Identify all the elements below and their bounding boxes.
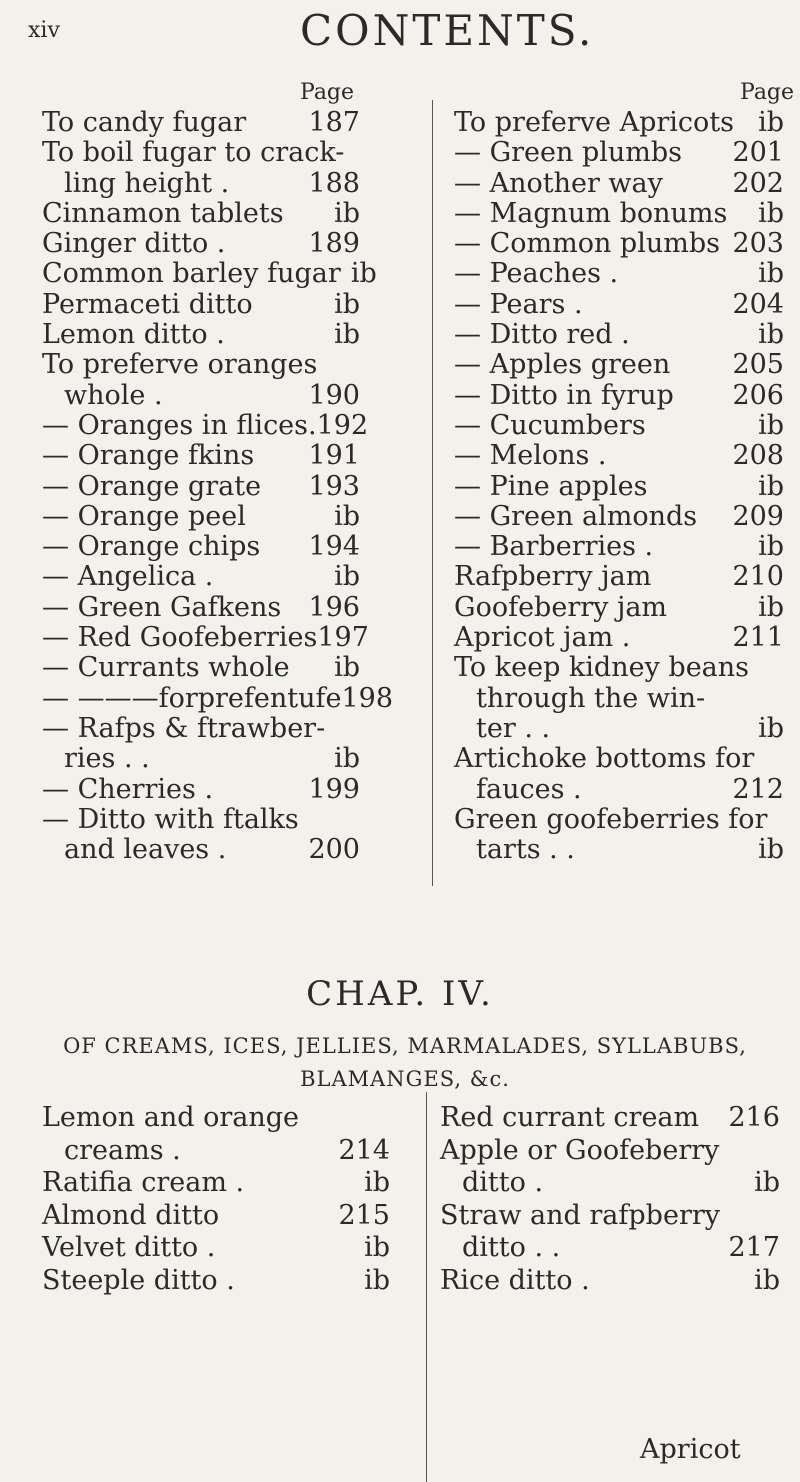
contents-entry [42,472,360,502]
contents-entry [42,593,360,623]
entry-title: — Orange fkins [42,440,255,472]
entry-title: Green goofeberries for [454,803,768,835]
entry-title: Rice ditto . [440,1264,590,1296]
contents-entry [454,714,784,744]
contents-entry [42,1135,390,1168]
entry-title: Apricot jam . [454,622,631,654]
entry-title: — Pine apples [454,470,648,502]
entry-title: Almond ditto [42,1199,220,1231]
entry-page: 208 [732,440,784,472]
running-head-title: CONTENTS. [300,6,595,55]
entry-page: 211 [732,622,784,654]
contents-entry [42,622,369,654]
entry-title: Velvet ditto . [42,1232,216,1263]
chapter-heading: CHAP. IV. [306,974,494,1014]
contents-entry [42,441,360,471]
contents-entry [42,714,360,744]
entry-title: creams . [64,1134,181,1166]
entry-page: ib [754,1264,780,1296]
contents-entry [42,409,369,441]
contents-entry [440,1102,780,1135]
entry-title: To preferve oranges [42,349,318,381]
entry-title: — Common plumbs [454,228,720,260]
contents-entry [42,229,360,259]
entry-title: — Currants whole [42,652,290,684]
contents-entry [42,1265,390,1298]
chapter-subtitle-line-1: OF CREAMS, ICES, JELLIES, MARMALADES, SYLLABUBS, [63,1034,747,1058]
contents-entry [42,258,377,290]
entry-title: To preferve Apricots [454,107,735,138]
contents-entry [440,1200,780,1233]
contents-entry [42,682,394,714]
contents-entry [454,320,784,350]
contents-entry [454,775,784,805]
contents-entry [454,169,784,199]
entry-page: ib [364,1167,390,1198]
entry-title: — Melons . [454,440,607,472]
entry-page: ib [758,319,784,351]
contents-entry [42,532,360,562]
entry-title: ditto . . [462,1232,561,1263]
entry-title: — Barberries . [454,531,654,563]
entry-title: Cinnamon tablets [42,197,284,229]
entry-title: Artichoke bottoms for [454,743,755,775]
chapter-left-column [42,1102,390,1297]
entry-title: — Cherries . [42,773,214,805]
entry-title: Common barley fugar [42,258,341,290]
contents-entry [42,502,360,532]
entry-page: ib [334,197,360,229]
entry-title: — Cucumbers [454,409,646,441]
contents-entry [454,441,784,471]
entry-page: 187 [308,107,360,138]
entry-title: Red currant cream [440,1102,700,1133]
entry-title: — Angelica . [42,561,214,593]
entry-page: ib [334,561,360,593]
entry-page: 209 [732,500,784,532]
entry-title: — Green almonds [454,500,698,532]
entry-title: Goofeberry jam [454,591,668,623]
contents-entry [454,350,784,380]
entry-title: fauces . [476,773,582,805]
contents-entry [454,381,784,411]
entry-page: ib [758,470,784,502]
contents-left-column [42,107,394,866]
entry-page: 202 [732,167,784,199]
page-column-label-right: Page [740,80,795,105]
contents-entry [42,1200,390,1233]
entry-page: 214 [338,1134,390,1166]
entry-page: 192 [316,409,369,441]
entry-page: 205 [732,349,784,381]
entry-page: ib [334,288,360,320]
contents-entry [42,775,360,805]
entry-page: 190 [308,379,360,411]
contents-entry [42,290,360,320]
chapter-subtitle-line-2: BLAMANGES, &c. [300,1067,510,1091]
entry-title: — Green plumbs [454,137,683,169]
entry-page: 200 [308,834,360,866]
entry-page: ib [758,258,784,290]
entry-title: through the win- [476,682,706,714]
entry-title: ditto . [462,1167,544,1198]
chapter-subtitle [40,1030,770,1096]
contents-entry [454,653,784,683]
entry-title: ries . . [64,743,150,775]
contents-entry [454,229,784,259]
contents-entry [454,684,784,714]
entry-page: ib [364,1264,390,1296]
entry-title: — Magnum bonums [454,197,728,229]
entry-title: — Oranges in flices. [42,409,317,441]
entry-page: ib [334,743,360,775]
entry-page: 199 [308,773,360,805]
entry-page: ib [758,531,784,563]
entry-title: — Another way [454,167,663,199]
contents-entry [454,259,784,289]
entry-page: 217 [728,1232,780,1263]
contents-entry [42,805,360,835]
entry-page: ib [758,409,784,441]
contents-entry [454,593,784,623]
contents-right-column [454,108,784,865]
entry-page: 197 [317,622,369,654]
entry-page: ib [754,1167,780,1198]
entry-page: 216 [728,1102,780,1133]
entry-page: ib [758,197,784,229]
entry-page: 194 [308,531,360,563]
contents-entry [454,138,784,168]
chapter-right-column [440,1102,780,1297]
contents-entry [454,472,784,502]
contents-entry [42,320,360,350]
contents-entry [42,835,360,865]
entry-page: 188 [308,167,360,199]
contents-entry [454,562,784,592]
entry-page: 210 [732,561,784,593]
entry-title: Rafpberry jam [454,561,652,593]
contents-entry [440,1232,780,1265]
entry-page: 193 [308,470,360,502]
contents-entry [454,805,784,835]
contents-entry [454,744,784,774]
contents-entry [42,381,360,411]
contents-entry [454,108,784,138]
entry-page: ib [758,712,784,744]
entry-page: 191 [308,440,360,472]
entry-title: — Rafps & ftrawber- [42,712,326,744]
catchword: Apricot [640,1434,741,1465]
entry-title: — Orange grate [42,470,262,502]
entry-page: 215 [338,1199,390,1231]
column-divider-chapter [426,1092,427,1482]
entry-title: Apple or Goofeberry [440,1134,720,1166]
contents-entry [454,290,784,320]
entry-title: — Apples green [454,349,671,381]
entry-title: and leaves . [64,834,227,866]
contents-entry [42,199,360,229]
entry-title: ter . . [476,712,551,744]
entry-page: ib [364,1232,390,1263]
entry-title: ling height . [64,167,230,199]
entry-title: Straw and rafpberry [440,1199,721,1231]
entry-title: Ginger ditto . [42,228,226,260]
entry-title: — Orange chips [42,531,261,563]
entry-page: 198 [341,682,394,714]
entry-page: 212 [732,773,784,805]
entry-title: — Ditto with ftalks [42,803,299,835]
contents-entry [42,744,360,774]
entry-page: 189 [308,228,360,260]
entry-page: ib [334,500,360,532]
contents-entry [42,350,360,380]
entry-title: Ratifia cream . [42,1167,245,1198]
contents-entry [454,502,784,532]
entry-title: tarts . . [476,834,575,866]
contents-entry [454,199,784,229]
entry-title: Steeple ditto . [42,1264,235,1296]
entry-page: 196 [308,591,360,623]
entry-title: — Green Gafkens [42,591,282,623]
contents-entry [454,835,784,865]
entry-title: whole . [64,379,163,411]
entry-title: Permaceti ditto [42,288,253,320]
entry-title: — Peaches . [454,258,619,290]
page-number: xiv [28,18,60,43]
contents-entry [42,108,360,138]
entry-title: To keep kidney beans [454,652,750,684]
page-column-label-left: Page [300,80,355,105]
entry-title: — ———forprefentufe [42,682,342,714]
contents-entry [440,1135,780,1168]
entry-title: To boil fugar to crack- [42,137,345,169]
entry-title: Lemon and orange [42,1102,300,1133]
contents-entry [454,411,784,441]
entry-title: — Pears . [454,288,583,320]
contents-entry [454,623,784,653]
entry-page: 203 [732,228,784,260]
entry-title: Lemon ditto . [42,319,225,351]
entry-title: — Red Goofeberries [42,622,318,654]
entry-page: 201 [732,137,784,169]
contents-entry [42,1167,390,1200]
contents-entry [454,532,784,562]
contents-entry [42,653,360,683]
entry-page: ib [758,107,784,138]
entry-title: — Ditto in fyrup [454,379,674,411]
contents-entry [42,562,360,592]
entry-title: — Ditto red . [454,319,630,351]
entry-page: 206 [732,379,784,411]
column-divider [432,100,433,886]
contents-entry [440,1265,780,1298]
entry-title: — Orange peel [42,500,246,532]
contents-entry [42,138,360,168]
entry-page: 204 [732,288,784,320]
contents-entry [42,1232,390,1265]
contents-entry [42,1102,390,1135]
entry-title: To candy fugar [42,107,247,138]
entry-page: ib [334,652,360,684]
entry-page: ib [758,834,784,866]
entry-page: ib [334,319,360,351]
contents-entry [42,169,360,199]
entry-page: ib [758,591,784,623]
contents-entry [440,1167,780,1200]
entry-page: ib [350,258,377,290]
